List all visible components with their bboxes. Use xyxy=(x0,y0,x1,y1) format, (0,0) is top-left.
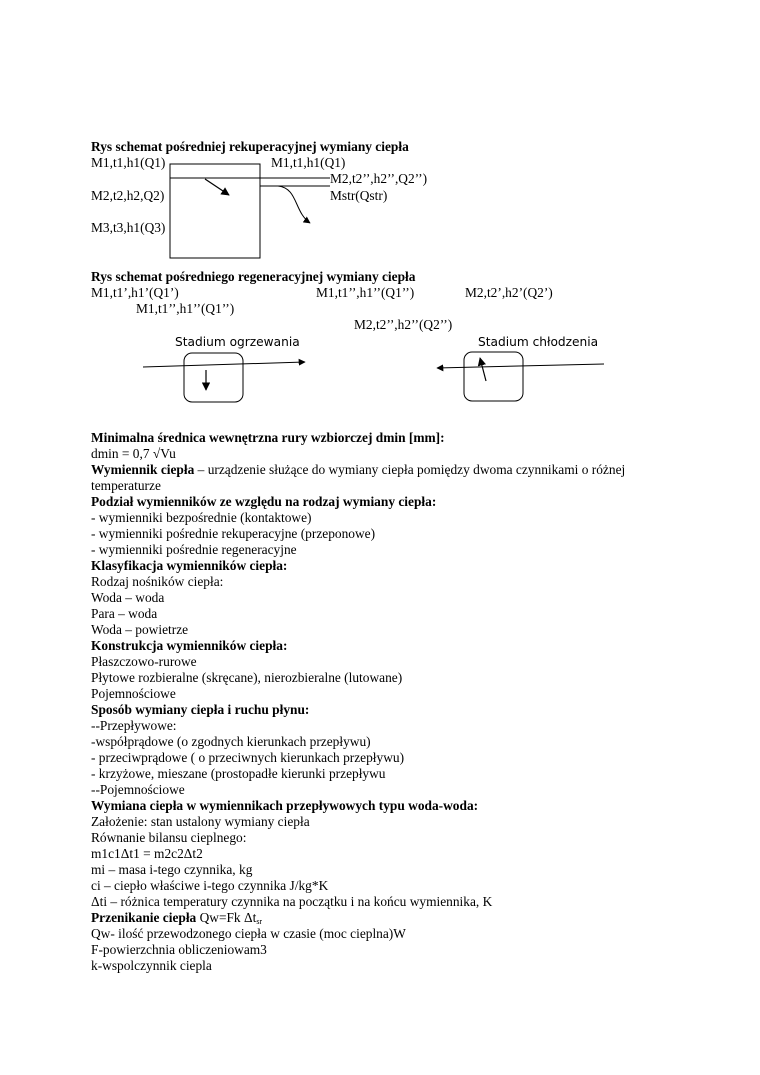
carrier-item: Woda – woda xyxy=(91,590,165,605)
label-m2-t2p: M2,t2’,h2’(Q2’) xyxy=(465,285,553,300)
label-m1-in: M1,t1,h1(Q1) xyxy=(91,155,166,170)
method-item: - krzyżowe, mieszane (prostopadłe kierunki przepływu xyxy=(91,766,386,781)
stage-heating-label: Stadium ogrzewania xyxy=(175,335,300,349)
regenerative-diagram xyxy=(0,340,760,410)
loss-flow-arrow xyxy=(278,186,310,223)
transfer-heading: Przenikanie ciepła xyxy=(91,910,197,925)
label-m2-in: M2,t2,h2,Q2) xyxy=(91,188,165,203)
f-definition: F-powierzchnia obliczeniowam3 xyxy=(91,942,267,957)
min-diameter-heading: Minimalna średnica wewnętrzna rury wzbiorczej dmin [mm]: xyxy=(91,430,445,445)
division-item: - wymienniki bezpośrednie (kontaktowe) xyxy=(91,510,312,525)
label-m1-t1pp-second: M1,t1’’,h1’’(Q1’’) xyxy=(136,301,235,316)
heating-flow-arrow xyxy=(143,362,305,367)
heat-transfer-line xyxy=(91,910,262,926)
carrier-item: Para – woda xyxy=(91,606,158,621)
label-m1-out: M1,t1,h1(Q1) xyxy=(271,155,346,170)
label-m2-out: M2,t2’’,h2’’,Q2’’) xyxy=(330,171,428,186)
exchanger-definition xyxy=(91,462,625,478)
scheme2-title: Rys schemat pośredniego regeneracyjnej wymiany ciepła xyxy=(91,269,416,284)
transfer-equation: Qw=Fk Δt xyxy=(196,910,257,925)
dti-definition: Δti – różnica temperatury czynnika na początku i na końcu wymiennika, K xyxy=(91,894,493,909)
balance-label: Równanie bilansu cieplnego: xyxy=(91,830,247,845)
dmin-formula: dmin = 0,7 √Vu xyxy=(91,446,176,461)
qw-definition: Qw- ilość przewodzonego ciepła w czasie (moc cieplna)W xyxy=(91,926,406,941)
stage-cooling-label: Stadium chłodzenia xyxy=(478,335,599,349)
cooling-heat-arrow xyxy=(480,358,486,381)
method-item: --Przepływowe: xyxy=(91,718,177,733)
water-water-heading: Wymiana ciepła w wymiennikach przepływowych typu woda-woda: xyxy=(91,798,479,813)
cooling-flow-arrow xyxy=(437,364,604,368)
balance-equation: m1c1Δt1 = m2c2Δt2 xyxy=(91,846,203,861)
mi-definition: mi – masa i-tego czynnika, kg xyxy=(91,862,253,877)
carriers-label: Rodzaj nośników ciepła: xyxy=(91,574,224,589)
recuperative-diagram xyxy=(0,0,760,270)
assumption: Założenie: stan ustalony wymiany ciepła xyxy=(91,814,310,829)
label-m1-t1p: M1,t1’,h1’(Q1’) xyxy=(91,285,179,300)
label-m1-t1pp: M1,t1’’,h1’’(Q1’’) xyxy=(316,285,415,300)
scheme1-title: Rys schemat pośredniej rekuperacyjnej wymiany ciepła xyxy=(91,139,409,154)
method-heading: Sposób wymiany ciepła i ruchu płynu: xyxy=(91,702,310,717)
k-definition: k-wspolczynnik ciepla xyxy=(91,958,212,973)
heat-flow-arrow xyxy=(205,179,229,195)
cooling-regenerator-box xyxy=(464,352,523,401)
exchanger-def-text: – urządzenie służące do wymiany ciepła pomiędzy dwoma czynnikami o różnej xyxy=(194,462,626,477)
construction-item: Płaszczowo-rurowe xyxy=(91,654,197,669)
construction-item: Pojemnościowe xyxy=(91,686,176,701)
division-item: - wymienniki pośrednie regeneracyjne xyxy=(91,542,297,557)
division-item: - wymienniki pośrednie rekuperacyjne (przeponowe) xyxy=(91,526,376,541)
label-m3: M3,t3,h1(Q3) xyxy=(91,220,166,235)
construction-heading: Konstrukcja wymienników ciepła: xyxy=(91,638,288,653)
construction-item: Płytowe rozbieralne (skręcane), nierozbieralne (lutowane) xyxy=(91,670,403,685)
exchanger-term: Wymiennik ciepła xyxy=(91,462,195,477)
classification-heading: Klasyfikacja wymienników ciepła: xyxy=(91,558,288,573)
method-item: -współprądowe (o zgodnych kierunkach przepływu) xyxy=(91,734,371,749)
label-mstr: Mstr(Qstr) xyxy=(330,188,388,203)
heating-regenerator-box xyxy=(184,353,243,402)
ci-definition: ci – ciepło właściwe i-tego czynnika J/kg*K xyxy=(91,878,329,893)
method-item: --Pojemnościowe xyxy=(91,782,185,797)
transfer-subscript: sr xyxy=(256,917,263,926)
carrier-item: Woda – powietrze xyxy=(91,622,189,637)
label-m2-t2pp: M2,t2’’,h2’’(Q2’’) xyxy=(354,317,453,332)
method-item: - przeciwprądowe ( o przeciwnych kierunkach przepływu) xyxy=(91,750,405,765)
division-heading: Podział wymienników ze względu na rodzaj wymiany ciepła: xyxy=(91,494,437,509)
exchanger-def-continued: temperaturze xyxy=(91,478,161,493)
